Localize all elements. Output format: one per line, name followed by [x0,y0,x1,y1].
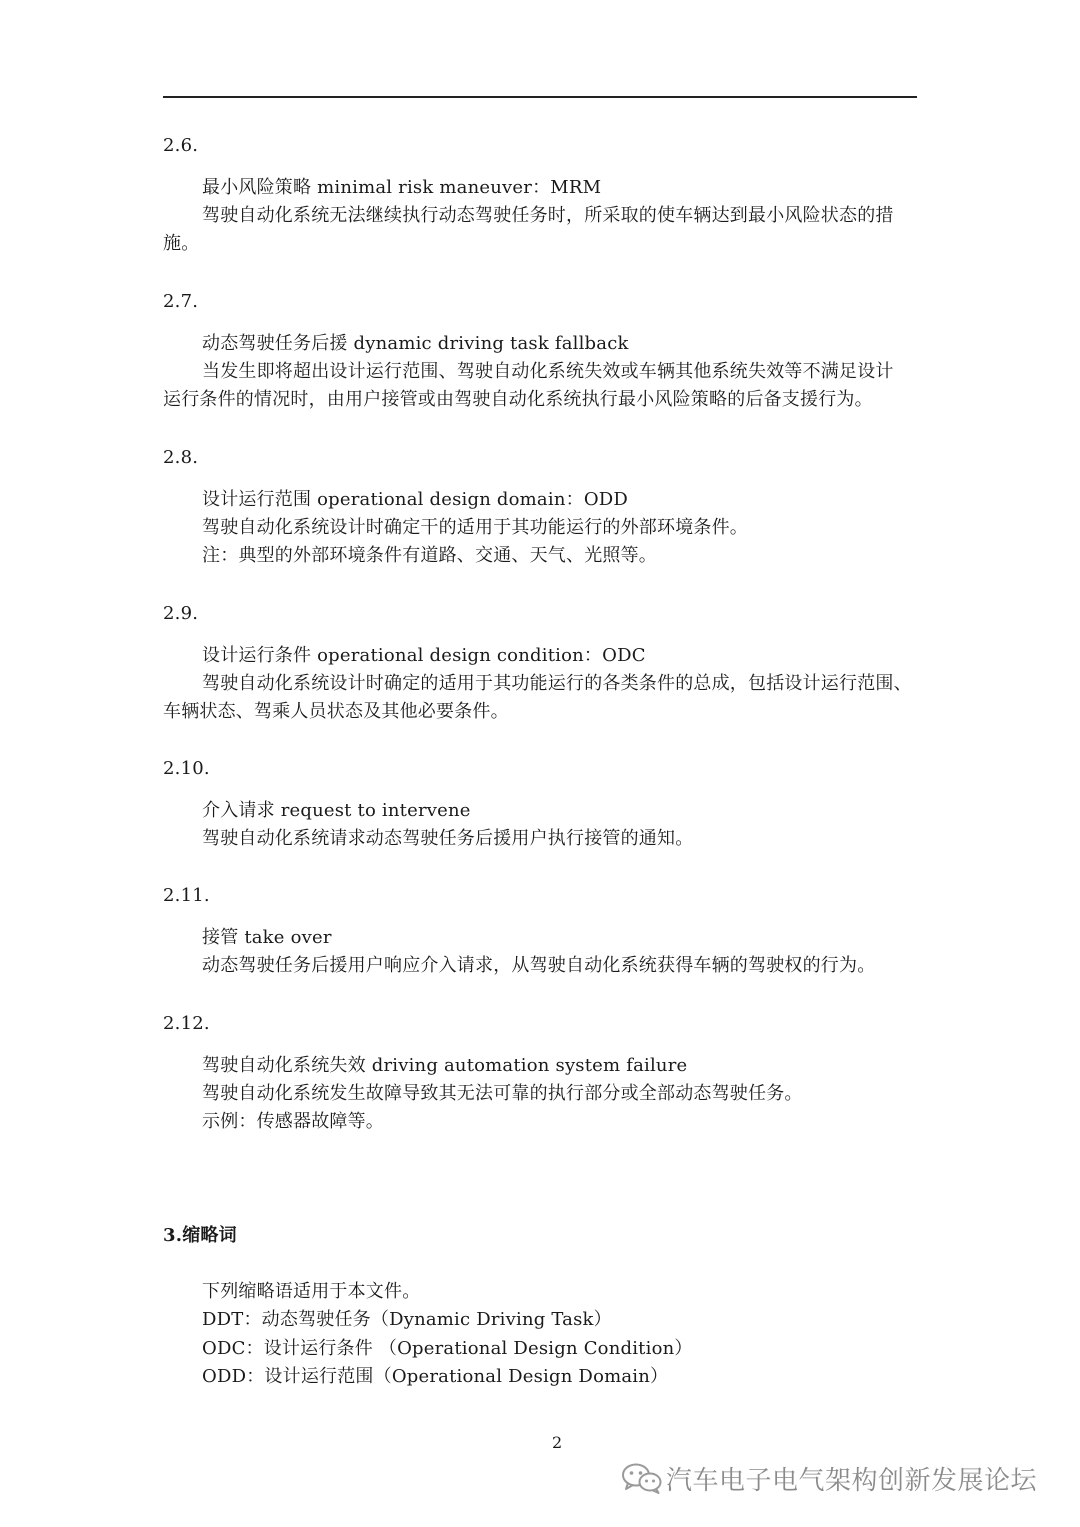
definition-line: 驾驶自动化系统发生故障导致其无法可靠的执行部分或全部动态驾驶任务。 [202,1083,803,1104]
note-line: 注：典型的外部环境条件有道路、交通、天气、光照等。 [202,545,657,566]
example-line: 示例：传感器故障等。 [202,1111,384,1132]
wechat-icon [620,1461,664,1495]
term-title: 接管 take over [202,927,332,948]
term-title: 设计运行范围 operational design domain：ODD [202,489,629,510]
abbreviations-heading: 3.缩略词 [163,1225,237,1246]
definition-line: 驾驶自动化系统请求动态驾驶任务后援用户执行接管的通知。 [202,828,694,849]
abbreviation-item: ODD：设计运行范围（Operational Design Domain） [202,1366,669,1387]
term-title: 动态驾驶任务后援 dynamic driving task fallback [202,333,629,354]
section-number: 2.12. [163,1013,210,1034]
term-title: 介入请求 request to intervene [202,800,471,821]
section-number: 2.6. [163,135,199,156]
watermark [620,1458,1037,1498]
term-title: 驾驶自动化系统失效 driving automation system failure [202,1055,688,1076]
definition-line: 驾驶自动化系统设计时确定的适用于其功能运行的各类条件的总成，包括设计运行范围、 [202,673,912,694]
term-title: 设计运行条件 operational design condition：ODC [202,645,646,666]
abbreviations-intro: 下列缩略语适用于本文件。 [202,1281,421,1302]
section-number: 2.7. [163,291,199,312]
page-number: 2 [552,1433,563,1452]
definition-line: 驾驶自动化系统无法继续执行动态驾驶任务时，所采取的使车辆达到最小风险状态的措 [202,205,894,226]
definition-line: 动态驾驶任务后援用户响应介入请求，从驾驶自动化系统获得车辆的驾驶权的行为。 [202,955,876,976]
abbreviation-item: DDT：动态驾驶任务（Dynamic Driving Task） [202,1309,612,1330]
header-rule [163,96,917,98]
section-number: 2.9. [163,603,199,624]
section-number: 2.11. [163,885,210,906]
watermark-text: 汽车电子电气架构创新发展论坛 [666,1465,1038,1496]
definition-line: 车辆状态、驾乘人员状态及其他必要条件。 [163,701,509,722]
section-number: 2.10. [163,758,210,779]
definition-line: 驾驶自动化系统设计时确定干的适用于其功能运行的外部环境条件。 [202,517,748,538]
term-title: 最小风险策略 minimal risk maneuver：MRM [202,177,602,198]
definition-line: 运行条件的情况时，由用户接管或由驾驶自动化系统执行最小风险策略的后备支援行为。 [163,389,873,410]
definition-line: 施。 [163,233,200,254]
section-number: 2.8. [163,447,199,468]
definition-line: 当发生即将超出设计运行范围、驾驶自动化系统失效或车辆其他系统失效等不满足设计 [202,361,894,382]
abbreviation-item: ODC：设计运行条件 （Operational Design Condition） [202,1338,693,1359]
